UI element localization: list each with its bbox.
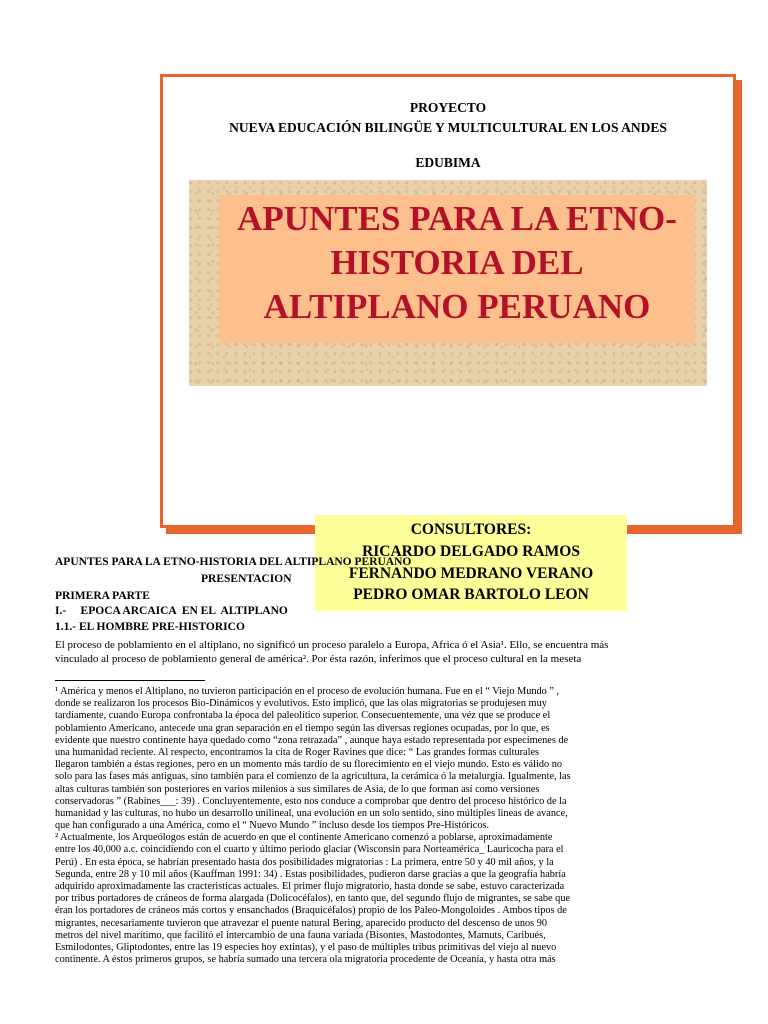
consultants-label: CONSULTORES: [410,521,532,538]
footnote-separator [55,680,205,681]
footnote-line: una humanidad reciente. Al respecto, encontramos la cita de Roger Ravines que dice: “ Las grandes formas culturales [55,746,540,758]
presentation-heading: PRESENTACION [201,573,292,585]
footnote-line: altas culturas también son posteriores en varios milenios a sus similares de Asia, de lo que forman así como versiones [55,783,540,795]
footnote-line: entre los 40,000 a.c. coincidiendo con el cuarto y último periodo glaciar (Wisconsin para Norteamérica_ Lauricocha para el [55,844,564,856]
footnote-line: metros del nivel marítimo, que facilitó el intercambio de una fauna variada (Bisontes, Mastodontes, Mamuts, Caribués, [55,929,546,941]
footnote-line: que han configurado a una América, como el “ Nuevo Mundo ” incluso desde los tiempos Pre-Históricos. [55,820,490,832]
footnote-line: donde se realizaron los procesos Bio-Dinámicos y evolutivos. Esto implicó, que las olas migratorias se produjesen muy [55,698,547,710]
footnote-line: ¹ América y menos el Altiplano, no tuvieron participación en el proceso de evolución humana. Fue en el “ Viejo Mundo ” , [55,686,560,697]
section-heading: I.- EPOCA ARCAICA EN EL ALTIPLANO [55,605,288,617]
body-paragraph [55,638,713,666]
footnote-line: llegaron también a éstas regiones, pero en un momento más tardío de su florecimiento en el viejo mundo. Esto es válido no [55,759,562,771]
footnote-line: Segunda, entre 28 y 10 mil años (Kauffman 1991: 34) . Estas posibilidades, pudieron darse gracias a que la geografía habría [55,868,566,880]
title-line-1: APUNTES PARA LA ETNO- [237,199,677,238]
footnote-line: Perú) . En esta época, se habrían presentado hasta dos posibilidades migratorias : La primera, entre 50 y 40 mil años, y la [55,856,554,868]
footnote-line: poblamiento Americano, antecede una gran separación en el tiempo según las diversas regiones ocupadas, por lo que, es [55,722,550,734]
body-line: El proceso de poblamiento en el altiplano, no significó un proceso paralelo a Europa, Africa ó el Asia¹. Ello, se encuentra más [55,639,609,651]
title-box [219,195,695,343]
footnote-line: adquirido aproximadamente las cracteristicas actuales. El primer flujo migratorio, hasta donde se sabe, estuvo caracterizada [55,881,565,892]
footnote-line: humanidad y las culturas, no hubo un desarrollo unilineal, una evolución en un solo sentido, sino múltiples lineas de avance, [55,807,568,819]
consultant-3: PEDRO OMAR BARTOLO LEON [353,586,589,603]
footnote-line: tardíamente, cuando Europa confrontaba la época del paleolítico superior. Consecuentemente, una véz que se produce el [55,710,551,722]
body-line: vinculado al proceso de poblamiento general de américa². Por ésta razón, inferimos que el proceso cultural en la meseta [55,653,582,665]
title-line-3: ALTIPLANO PERUANO [263,287,651,326]
footnote-line: conservadoras ” (Rabines___: 39) . Concluyentemente, esto nos conduce a comprobar que dentro del proceso histórico de la [55,795,567,807]
part-heading: PRIMERA PARTE [55,590,150,602]
footnote-line: éran los portadores de cráneos más cortos y ensanchados (Braquicéfalos) propio de los Paleo-Mongoloides . Ambos tipos de [55,905,567,917]
document-title: APUNTES PARA LA ETNO-HISTORIA DEL ALTIPLANO PERUANO [55,556,412,568]
footnote-line: migrantes, necesariamente tuvieron que atravezar el puente natural Bering, aparecido producto del descenso de unos 90 [55,917,548,929]
footnote-line: continente. A éstos primeros grupos, se habría sumado una tercera ola migratoria procedente de Oceanía, y hasta otra más [55,954,556,966]
subsection-heading: 1.1.- EL HOMBRE PRE-HISTORICO [55,621,245,633]
cover-project: PROYECTO [409,100,487,115]
footnotes [55,686,713,966]
footnote-line: por tribus portadores de cráneos de forma alargada (Dolicocéfalos), en tanto que, del segundo flujo de migrantes, se sabe que [55,893,571,905]
cover-code: EDUBIMA [415,155,481,170]
footnote-line: solo para las fases más antiguas, sino también para el comienzo de la agricultura, la cerámica ó la metalurgia. Igualmente, las [55,771,571,783]
consultant-2: FERNANDO MEDRANO VERANO [348,565,594,582]
footnote-line: evidente que nuestro continente haya quedado como “zona retrazada” , aunque haya estado representada por especímenes de [55,734,569,746]
consultant-1: RICARDO DELGADO RAMOS [362,543,580,560]
footnote-line: ² Actualmente, los Arqueólogos están de acuerdo en que el continente Americano comenzó a poblarse, aproximadamente [55,832,553,844]
title-line-2: HISTORIA DEL [330,243,584,282]
footnote-line: Esmilodontes, Gliptodontes, entre las 19 especies hoy extintas), y el paso de múltiples tribus primitivas del viejo al nuevo [55,941,557,953]
cover-program: NUEVA EDUCACIÓN BILINGÜE Y MULTICULTURAL EN LOS ANDES [229,120,667,135]
